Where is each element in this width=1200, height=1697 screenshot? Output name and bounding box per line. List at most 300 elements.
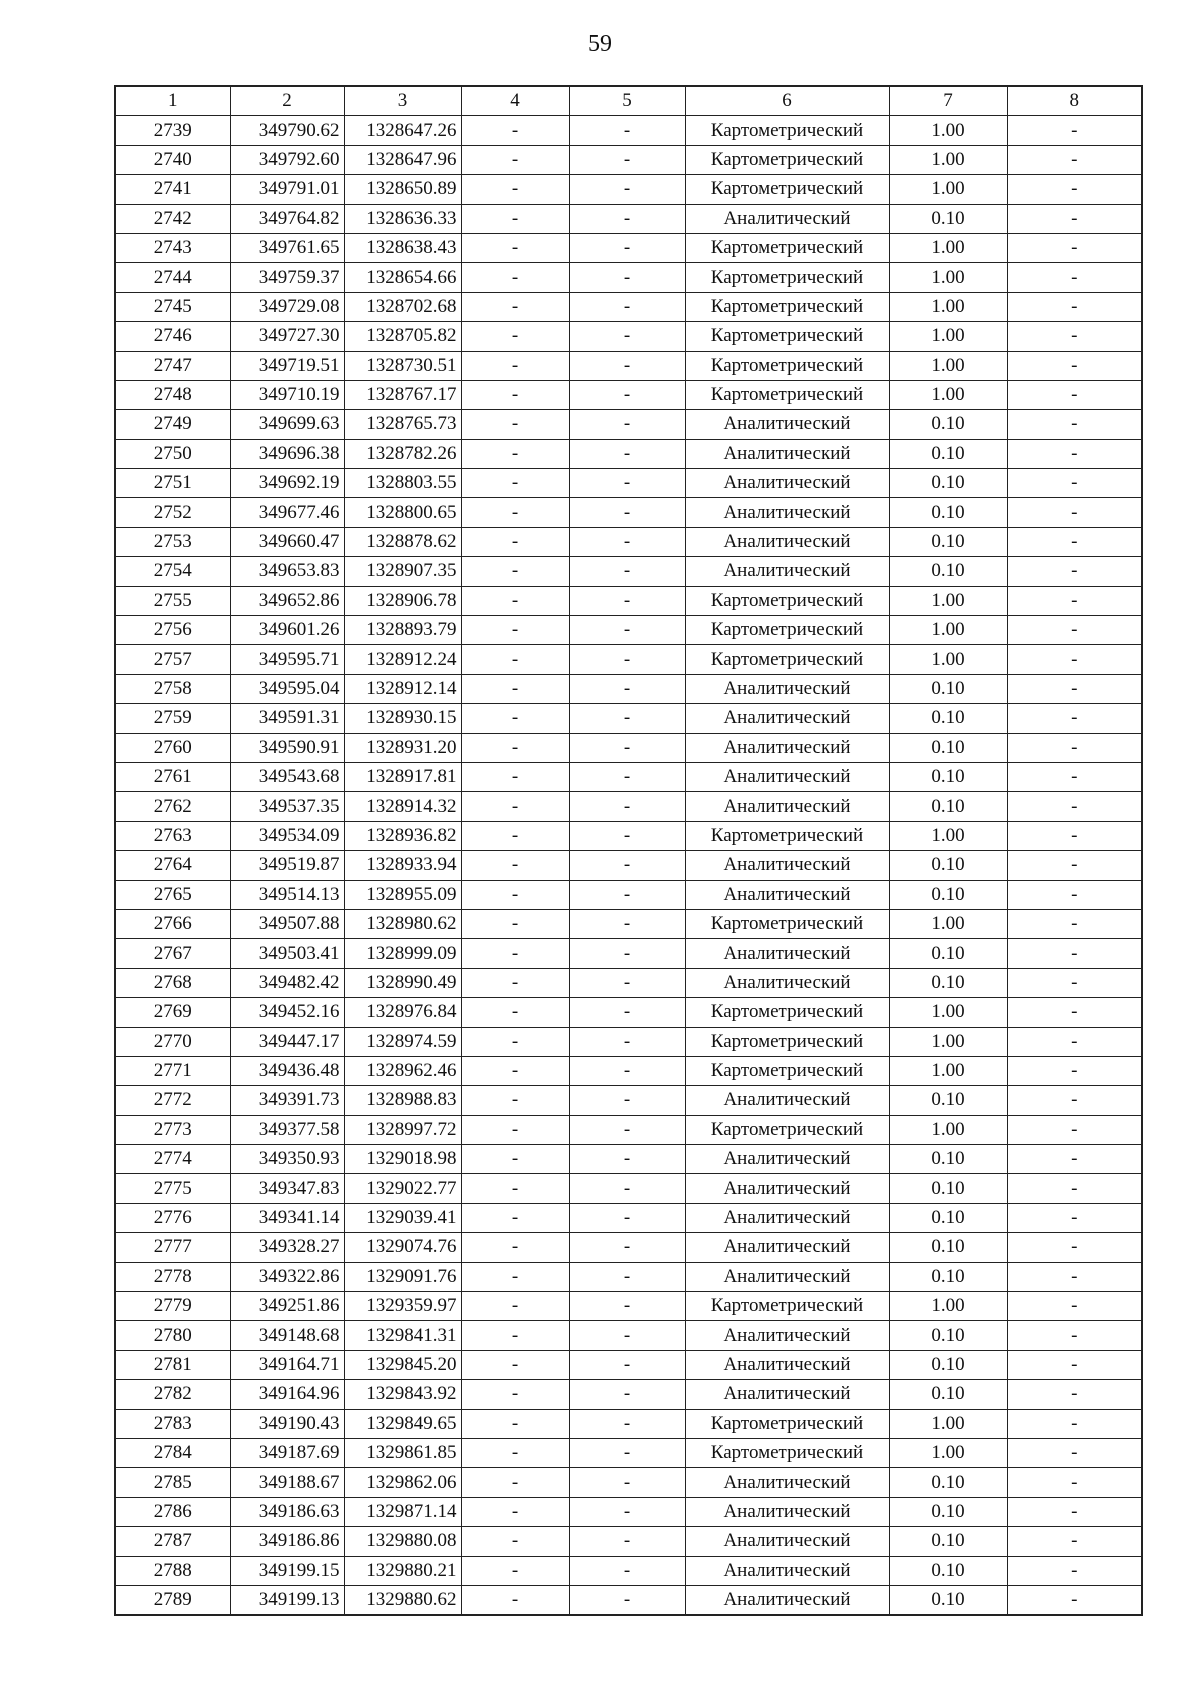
x-coordinate-cell: 349660.47 (230, 527, 344, 556)
column-4-cell: - (461, 263, 569, 292)
column-8-cell: - (1007, 1438, 1142, 1467)
column-8-cell: - (1007, 1233, 1142, 1262)
method-cell: Аналитический (685, 1086, 889, 1115)
column-5-cell: - (569, 733, 685, 762)
x-coordinate-cell: 349148.68 (230, 1321, 344, 1350)
y-coordinate-cell: 1328906.78 (344, 586, 461, 615)
x-coordinate-cell: 349710.19 (230, 380, 344, 409)
column-4-cell: - (461, 1527, 569, 1556)
column-8-cell: - (1007, 1174, 1142, 1203)
table-row (115, 1145, 1142, 1174)
x-coordinate-cell: 349761.65 (230, 233, 344, 262)
method-cell: Картометрический (685, 821, 889, 850)
method-cell: Аналитический (685, 498, 889, 527)
method-cell: Аналитический (685, 469, 889, 498)
column-5-cell: - (569, 1056, 685, 1085)
accuracy-cell: 0.10 (889, 204, 1007, 233)
y-coordinate-cell: 1329849.65 (344, 1409, 461, 1438)
table-row (115, 351, 1142, 380)
y-coordinate-cell: 1328907.35 (344, 557, 461, 586)
x-coordinate-cell: 349677.46 (230, 498, 344, 527)
accuracy-cell: 0.10 (889, 498, 1007, 527)
accuracy-cell: 1.00 (889, 322, 1007, 351)
point-number-cell: 2748 (115, 380, 230, 409)
method-cell: Аналитический (685, 1262, 889, 1291)
column-8-cell: - (1007, 1468, 1142, 1497)
column-4-cell: - (461, 851, 569, 880)
column-8-cell: - (1007, 674, 1142, 703)
method-cell: Картометрический (685, 263, 889, 292)
table-header-row (115, 86, 1142, 116)
point-number-cell: 2782 (115, 1380, 230, 1409)
y-coordinate-cell: 1329862.06 (344, 1468, 461, 1497)
accuracy-cell: 0.10 (889, 1145, 1007, 1174)
column-5-cell: - (569, 880, 685, 909)
y-coordinate-cell: 1328647.26 (344, 116, 461, 145)
column-4-cell: - (461, 792, 569, 821)
table-row (115, 1115, 1142, 1144)
column-8-cell: - (1007, 821, 1142, 850)
column-5-cell: - (569, 616, 685, 645)
accuracy-cell: 1.00 (889, 292, 1007, 321)
x-coordinate-cell: 349251.86 (230, 1292, 344, 1321)
point-number-cell: 2759 (115, 704, 230, 733)
column-5-cell: - (569, 1527, 685, 1556)
point-number-cell: 2780 (115, 1321, 230, 1350)
column-5-cell: - (569, 1409, 685, 1438)
x-coordinate-cell: 349503.41 (230, 939, 344, 968)
column-5-cell: - (569, 1556, 685, 1585)
y-coordinate-cell: 1328917.81 (344, 762, 461, 791)
column-5-cell: - (569, 410, 685, 439)
column-8-cell: - (1007, 410, 1142, 439)
accuracy-cell: 0.10 (889, 439, 1007, 468)
method-cell: Картометрический (685, 116, 889, 145)
accuracy-cell: 0.10 (889, 1321, 1007, 1350)
x-coordinate-cell: 349377.58 (230, 1115, 344, 1144)
x-coordinate-cell: 349719.51 (230, 351, 344, 380)
x-coordinate-cell: 349692.19 (230, 469, 344, 498)
y-coordinate-cell: 1328936.82 (344, 821, 461, 850)
point-number-cell: 2761 (115, 762, 230, 791)
point-number-cell: 2764 (115, 851, 230, 880)
column-4-cell: - (461, 233, 569, 262)
point-number-cell: 2788 (115, 1556, 230, 1585)
point-number-cell: 2745 (115, 292, 230, 321)
column-8-cell: - (1007, 469, 1142, 498)
accuracy-cell: 0.10 (889, 674, 1007, 703)
column-5-cell: - (569, 1292, 685, 1321)
method-cell: Аналитический (685, 527, 889, 556)
column-4-cell: - (461, 733, 569, 762)
column-5-cell: - (569, 469, 685, 498)
column-8-cell: - (1007, 645, 1142, 674)
y-coordinate-cell: 1328654.66 (344, 263, 461, 292)
column-5-cell: - (569, 1380, 685, 1409)
table-row (115, 998, 1142, 1027)
point-number-cell: 2754 (115, 557, 230, 586)
point-number-cell: 2763 (115, 821, 230, 850)
y-coordinate-cell: 1329861.85 (344, 1438, 461, 1467)
point-number-cell: 2739 (115, 116, 230, 145)
x-coordinate-cell: 349519.87 (230, 851, 344, 880)
x-coordinate-cell: 349764.82 (230, 204, 344, 233)
column-8-cell: - (1007, 498, 1142, 527)
y-coordinate-cell: 1328647.96 (344, 145, 461, 174)
accuracy-cell: 1.00 (889, 145, 1007, 174)
accuracy-cell: 0.10 (889, 1556, 1007, 1585)
accuracy-cell: 1.00 (889, 909, 1007, 938)
x-coordinate-cell: 349537.35 (230, 792, 344, 821)
column-5-cell: - (569, 792, 685, 821)
column-8-cell: - (1007, 792, 1142, 821)
column-8-cell: - (1007, 145, 1142, 174)
column-4-cell: - (461, 1203, 569, 1232)
point-number-cell: 2781 (115, 1350, 230, 1379)
y-coordinate-cell: 1328931.20 (344, 733, 461, 762)
column-5-cell: - (569, 1115, 685, 1144)
column-8-cell: - (1007, 1409, 1142, 1438)
table-row (115, 439, 1142, 468)
table-row (115, 909, 1142, 938)
x-coordinate-cell: 349341.14 (230, 1203, 344, 1232)
x-coordinate-cell: 349759.37 (230, 263, 344, 292)
column-8-cell: - (1007, 557, 1142, 586)
method-cell: Аналитический (685, 762, 889, 791)
column-8-cell: - (1007, 175, 1142, 204)
column-5-cell: - (569, 1174, 685, 1203)
method-cell: Картометрический (685, 1027, 889, 1056)
column-8-cell: - (1007, 1056, 1142, 1085)
column-8-cell: - (1007, 351, 1142, 380)
accuracy-cell: 0.10 (889, 1380, 1007, 1409)
table-row (115, 1438, 1142, 1467)
column-8-cell: - (1007, 1527, 1142, 1556)
table-row (115, 469, 1142, 498)
column-5-cell: - (569, 968, 685, 997)
column-4-cell: - (461, 1262, 569, 1291)
method-cell: Аналитический (685, 439, 889, 468)
method-cell: Аналитический (685, 204, 889, 233)
column-5-cell: - (569, 762, 685, 791)
column-8-cell: - (1007, 1203, 1142, 1232)
column-4-cell: - (461, 1380, 569, 1409)
point-number-cell: 2784 (115, 1438, 230, 1467)
accuracy-cell: 0.10 (889, 762, 1007, 791)
y-coordinate-cell: 1329871.14 (344, 1497, 461, 1526)
column-4-cell: - (461, 557, 569, 586)
column-8-cell: - (1007, 1027, 1142, 1056)
method-cell: Картометрический (685, 909, 889, 938)
method-cell: Картометрический (685, 145, 889, 174)
column-5-cell: - (569, 1203, 685, 1232)
column-5-cell: - (569, 586, 685, 615)
x-coordinate-cell: 349534.09 (230, 821, 344, 850)
column-8-cell: - (1007, 1086, 1142, 1115)
x-coordinate-cell: 349164.71 (230, 1350, 344, 1379)
accuracy-cell: 1.00 (889, 645, 1007, 674)
table-row (115, 1321, 1142, 1350)
table-row (115, 557, 1142, 586)
x-coordinate-cell: 349187.69 (230, 1438, 344, 1467)
method-cell: Аналитический (685, 1233, 889, 1262)
column-5-cell: - (569, 322, 685, 351)
table-row (115, 263, 1142, 292)
column-4-cell: - (461, 322, 569, 351)
column-5-cell: - (569, 557, 685, 586)
x-coordinate-cell: 349729.08 (230, 292, 344, 321)
y-coordinate-cell: 1328933.94 (344, 851, 461, 880)
method-cell: Аналитический (685, 557, 889, 586)
accuracy-cell: 1.00 (889, 351, 1007, 380)
point-number-cell: 2786 (115, 1497, 230, 1526)
column-4-cell: - (461, 498, 569, 527)
y-coordinate-cell: 1328980.62 (344, 909, 461, 938)
column-4-cell: - (461, 1409, 569, 1438)
column-4-cell: - (461, 1086, 569, 1115)
column-5-cell: - (569, 1438, 685, 1467)
method-cell: Аналитический (685, 1556, 889, 1585)
method-cell: Аналитический (685, 1321, 889, 1350)
column-4-cell: - (461, 1115, 569, 1144)
column-4-cell: - (461, 1174, 569, 1203)
accuracy-cell: 0.10 (889, 1174, 1007, 1203)
column-8-cell: - (1007, 1380, 1142, 1409)
y-coordinate-cell: 1329841.31 (344, 1321, 461, 1350)
method-cell: Картометрический (685, 292, 889, 321)
column-4-cell: - (461, 1321, 569, 1350)
x-coordinate-cell: 349514.13 (230, 880, 344, 909)
column-5-cell: - (569, 233, 685, 262)
method-cell: Картометрический (685, 616, 889, 645)
column-8-cell: - (1007, 909, 1142, 938)
y-coordinate-cell: 1328962.46 (344, 1056, 461, 1085)
table-row (115, 1380, 1142, 1409)
y-coordinate-cell: 1329018.98 (344, 1145, 461, 1174)
x-coordinate-cell: 349792.60 (230, 145, 344, 174)
x-coordinate-cell: 349590.91 (230, 733, 344, 762)
column-4-cell: - (461, 1438, 569, 1467)
method-cell: Картометрический (685, 175, 889, 204)
column-5-cell: - (569, 998, 685, 1027)
method-cell: Аналитический (685, 410, 889, 439)
table-row (115, 1174, 1142, 1203)
table-row (115, 116, 1142, 145)
accuracy-cell: 0.10 (889, 704, 1007, 733)
table-row (115, 1086, 1142, 1115)
column-4-cell: - (461, 674, 569, 703)
point-number-cell: 2749 (115, 410, 230, 439)
column-5-cell: - (569, 145, 685, 174)
column-5-cell: - (569, 674, 685, 703)
method-cell: Аналитический (685, 1585, 889, 1615)
point-number-cell: 2773 (115, 1115, 230, 1144)
accuracy-cell: 0.10 (889, 557, 1007, 586)
y-coordinate-cell: 1329359.97 (344, 1292, 461, 1321)
table-row (115, 1056, 1142, 1085)
table-row (115, 527, 1142, 556)
table-row (115, 145, 1142, 174)
column-8-cell: - (1007, 1556, 1142, 1585)
point-number-cell: 2750 (115, 439, 230, 468)
y-coordinate-cell: 1328914.32 (344, 792, 461, 821)
column-8-cell: - (1007, 1350, 1142, 1379)
table-row (115, 616, 1142, 645)
point-number-cell: 2783 (115, 1409, 230, 1438)
y-coordinate-cell: 1329074.76 (344, 1233, 461, 1262)
column-5-cell: - (569, 821, 685, 850)
table-row (115, 821, 1142, 850)
column-5-cell: - (569, 1350, 685, 1379)
table-row (115, 1556, 1142, 1585)
method-cell: Аналитический (685, 1350, 889, 1379)
point-number-cell: 2779 (115, 1292, 230, 1321)
column-5-cell: - (569, 263, 685, 292)
column-8-cell: - (1007, 380, 1142, 409)
y-coordinate-cell: 1329880.08 (344, 1527, 461, 1556)
column-4-cell: - (461, 645, 569, 674)
column-5-cell: - (569, 1262, 685, 1291)
table-row (115, 1468, 1142, 1497)
y-coordinate-cell: 1329039.41 (344, 1203, 461, 1232)
point-number-cell: 2765 (115, 880, 230, 909)
column-4-cell: - (461, 292, 569, 321)
method-cell: Картометрический (685, 1438, 889, 1467)
method-cell: Аналитический (685, 968, 889, 997)
x-coordinate-cell: 349790.62 (230, 116, 344, 145)
table-body (115, 116, 1142, 1615)
column-8-cell: - (1007, 1115, 1142, 1144)
column-4-cell: - (461, 704, 569, 733)
x-coordinate-cell: 349482.42 (230, 968, 344, 997)
column-4-cell: - (461, 762, 569, 791)
column-header: 8 (1007, 86, 1142, 116)
method-cell: Аналитический (685, 880, 889, 909)
table-row (115, 1409, 1142, 1438)
point-number-cell: 2757 (115, 645, 230, 674)
column-5-cell: - (569, 704, 685, 733)
column-8-cell: - (1007, 939, 1142, 968)
point-number-cell: 2741 (115, 175, 230, 204)
x-coordinate-cell: 349699.63 (230, 410, 344, 439)
point-number-cell: 2753 (115, 527, 230, 556)
y-coordinate-cell: 1328912.14 (344, 674, 461, 703)
y-coordinate-cell: 1329845.20 (344, 1350, 461, 1379)
column-8-cell: - (1007, 116, 1142, 145)
method-cell: Аналитический (685, 1468, 889, 1497)
column-header: 2 (230, 86, 344, 116)
column-8-cell: - (1007, 1145, 1142, 1174)
accuracy-cell: 0.10 (889, 1585, 1007, 1615)
column-4-cell: - (461, 616, 569, 645)
table-row (115, 1527, 1142, 1556)
y-coordinate-cell: 1328955.09 (344, 880, 461, 909)
method-cell: Картометрический (685, 351, 889, 380)
column-4-cell: - (461, 1350, 569, 1379)
point-number-cell: 2778 (115, 1262, 230, 1291)
column-header: 4 (461, 86, 569, 116)
point-number-cell: 2755 (115, 586, 230, 615)
point-number-cell: 2747 (115, 351, 230, 380)
x-coordinate-cell: 349601.26 (230, 616, 344, 645)
column-8-cell: - (1007, 1585, 1142, 1615)
column-5-cell: - (569, 527, 685, 556)
column-5-cell: - (569, 1497, 685, 1526)
column-4-cell: - (461, 1292, 569, 1321)
accuracy-cell: 1.00 (889, 821, 1007, 850)
column-4-cell: - (461, 351, 569, 380)
method-cell: Картометрический (685, 1292, 889, 1321)
column-5-cell: - (569, 1585, 685, 1615)
accuracy-cell: 0.10 (889, 851, 1007, 880)
y-coordinate-cell: 1328976.84 (344, 998, 461, 1027)
table-row (115, 586, 1142, 615)
column-8-cell: - (1007, 998, 1142, 1027)
table-row (115, 1497, 1142, 1526)
accuracy-cell: 1.00 (889, 175, 1007, 204)
table-row (115, 1585, 1142, 1615)
column-8-cell: - (1007, 204, 1142, 233)
column-8-cell: - (1007, 1497, 1142, 1526)
accuracy-cell: 1.00 (889, 1292, 1007, 1321)
point-number-cell: 2742 (115, 204, 230, 233)
method-cell: Аналитический (685, 1497, 889, 1526)
table-row (115, 851, 1142, 880)
column-5-cell: - (569, 909, 685, 938)
x-coordinate-cell: 349791.01 (230, 175, 344, 204)
y-coordinate-cell: 1329880.62 (344, 1585, 461, 1615)
table-row (115, 380, 1142, 409)
point-number-cell: 2787 (115, 1527, 230, 1556)
accuracy-cell: 0.10 (889, 469, 1007, 498)
method-cell: Картометрический (685, 1056, 889, 1085)
column-4-cell: - (461, 1468, 569, 1497)
column-8-cell: - (1007, 1292, 1142, 1321)
y-coordinate-cell: 1328705.82 (344, 322, 461, 351)
column-5-cell: - (569, 498, 685, 527)
column-5-cell: - (569, 116, 685, 145)
table-row (115, 498, 1142, 527)
y-coordinate-cell: 1328782.26 (344, 439, 461, 468)
column-4-cell: - (461, 380, 569, 409)
accuracy-cell: 1.00 (889, 616, 1007, 645)
column-4-cell: - (461, 1585, 569, 1615)
table-row (115, 1262, 1142, 1291)
point-number-cell: 2771 (115, 1056, 230, 1085)
column-4-cell: - (461, 1056, 569, 1085)
point-number-cell: 2776 (115, 1203, 230, 1232)
column-8-cell: - (1007, 1262, 1142, 1291)
y-coordinate-cell: 1328730.51 (344, 351, 461, 380)
accuracy-cell: 1.00 (889, 116, 1007, 145)
column-5-cell: - (569, 1145, 685, 1174)
x-coordinate-cell: 349652.86 (230, 586, 344, 615)
table-row (115, 1233, 1142, 1262)
column-8-cell: - (1007, 439, 1142, 468)
column-5-cell: - (569, 380, 685, 409)
y-coordinate-cell: 1328912.24 (344, 645, 461, 674)
column-8-cell: - (1007, 616, 1142, 645)
accuracy-cell: 0.10 (889, 939, 1007, 968)
y-coordinate-cell: 1328988.83 (344, 1086, 461, 1115)
x-coordinate-cell: 349164.96 (230, 1380, 344, 1409)
y-coordinate-cell: 1328702.68 (344, 292, 461, 321)
point-number-cell: 2777 (115, 1233, 230, 1262)
table-row (115, 410, 1142, 439)
point-number-cell: 2762 (115, 792, 230, 821)
accuracy-cell: 0.10 (889, 1203, 1007, 1232)
table-row (115, 1027, 1142, 1056)
